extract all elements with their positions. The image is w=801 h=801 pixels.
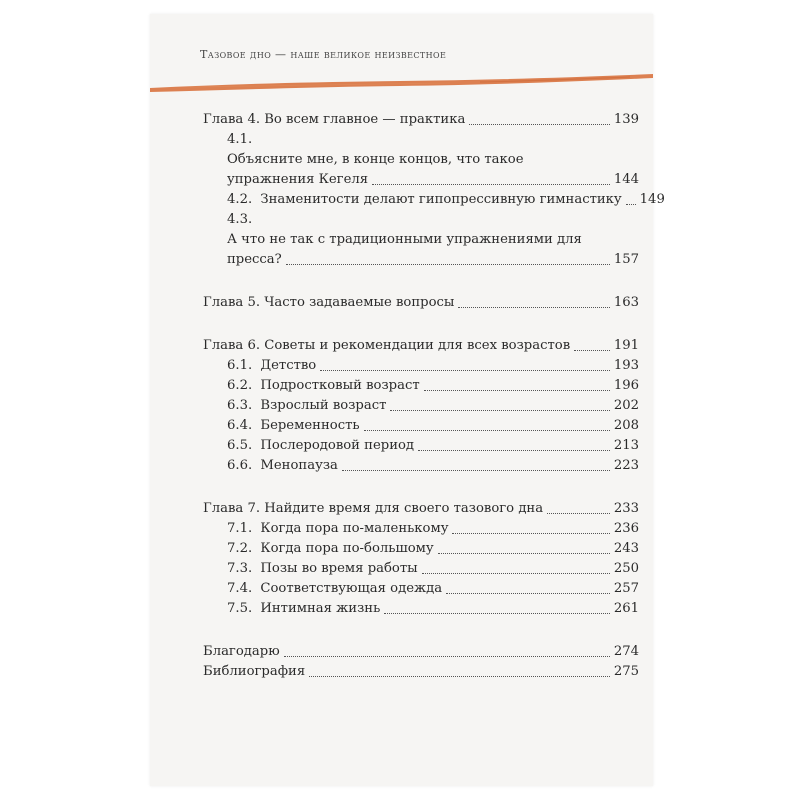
toc-entry-4-2[interactable] (203, 190, 665, 210)
toc-label: Соответствующая одежда (260, 581, 443, 596)
toc-entry-7-4[interactable] (203, 579, 639, 599)
toc-entry-7-5[interactable] (203, 599, 639, 619)
leader-dots (446, 593, 610, 594)
brush-stroke-decoration (150, 70, 653, 96)
toc-label: Интимная жизнь (260, 601, 381, 616)
toc-page-number: 236 (613, 521, 639, 536)
toc-page-number: 213 (613, 438, 639, 453)
toc-number: 7.1. (227, 521, 253, 536)
leader-dots (286, 264, 610, 265)
toc-label: Позы во время работы (260, 561, 418, 576)
leader-dots (320, 370, 610, 371)
toc-number: 6.5. (227, 438, 253, 453)
toc-label: Менопауза (260, 458, 338, 473)
toc-entry-7-3[interactable] (203, 559, 639, 579)
toc-page-number: 275 (613, 664, 639, 679)
leader-dots (452, 533, 609, 534)
toc-entry-7-2[interactable] (203, 539, 639, 559)
toc-entry-6-4[interactable] (203, 416, 639, 436)
book-page (150, 14, 665, 786)
leader-dots (418, 450, 610, 451)
spacer (203, 270, 639, 293)
toc-number: 4.1. (227, 132, 253, 147)
toc-page-number: 139 (613, 112, 639, 127)
toc-entry-6-5[interactable] (203, 436, 639, 456)
leader-dots (309, 676, 610, 677)
toc-label: Беременность (260, 418, 360, 433)
toc-page-number: 149 (639, 192, 665, 207)
leader-dots (284, 656, 610, 657)
toc-label: Когда пора по-маленькому (260, 521, 449, 536)
table-of-contents (203, 110, 665, 682)
spacer (203, 476, 639, 499)
leader-dots (438, 553, 610, 554)
leader-dots (390, 410, 609, 411)
toc-label-line-1: А что не так с традиционными упражнениями для (227, 232, 582, 247)
toc-label: Знаменитости делают гипопрессивную гимнастику (260, 192, 622, 207)
running-head: Тазовое дно — наше великое неизвестное (200, 48, 447, 61)
toc-entry-4-3[interactable] (203, 210, 639, 270)
toc-page-number: 193 (613, 358, 639, 373)
leader-dots (372, 184, 610, 185)
toc-page-number: 250 (613, 561, 639, 576)
toc-number: 7.2. (227, 541, 253, 556)
toc-label: Библиография (203, 664, 306, 679)
toc-label: Взрослый возраст (260, 398, 387, 413)
leader-dots (424, 390, 610, 391)
toc-label: Подростковый возраст (260, 378, 420, 393)
toc-label: Глава 7. Найдите время для своего тазового дна (203, 501, 544, 516)
toc-number: 6.6. (227, 458, 253, 473)
toc-label-line-2: пресса? (227, 252, 282, 267)
leader-dots (458, 307, 609, 308)
spacer (203, 619, 639, 642)
toc-entry-6-2[interactable] (203, 376, 639, 396)
leader-dots (342, 470, 610, 471)
toc-page-number: 202 (613, 398, 639, 413)
toc-entry-chapter-4[interactable] (203, 110, 639, 130)
toc-entry-chapter-5[interactable] (203, 293, 639, 313)
toc-label: Глава 4. Во всем главное — практика (203, 112, 466, 127)
toc-label: Когда пора по-большому (260, 541, 434, 556)
toc-number: 6.3. (227, 398, 253, 413)
toc-label: Послеродовой период (260, 438, 415, 453)
toc-number: 7.5. (227, 601, 253, 616)
toc-page-number: 243 (613, 541, 639, 556)
leader-dots (469, 124, 610, 125)
toc-number: 6.2. (227, 378, 253, 393)
toc-entry-4-1[interactable] (203, 130, 639, 190)
toc-number: 7.3. (227, 561, 253, 576)
toc-entry-acknowledgements[interactable] (203, 642, 639, 662)
toc-entry-6-6[interactable] (203, 456, 639, 476)
leader-dots (422, 573, 610, 574)
toc-entry-chapter-6[interactable] (203, 336, 639, 356)
toc-page-number: 196 (613, 378, 639, 393)
spacer (203, 313, 639, 336)
leader-dots (364, 430, 610, 431)
toc-label-line-1: Объясните мне, в конце концов, что такое (227, 152, 524, 167)
toc-number: 4.3. (227, 212, 253, 227)
toc-label: Благодарю (203, 644, 280, 659)
toc-number: 4.2. (227, 192, 253, 207)
leader-dots (384, 613, 610, 614)
toc-number: 6.1. (227, 358, 253, 373)
toc-number: 7.4. (227, 581, 253, 596)
toc-page-number: 208 (613, 418, 639, 433)
toc-page-number: 157 (613, 252, 639, 267)
toc-page-number: 191 (613, 338, 639, 353)
toc-label: Глава 6. Советы и рекомендации для всех возрастов (203, 338, 571, 353)
leader-dots (547, 513, 610, 514)
toc-page-number: 163 (613, 295, 639, 310)
toc-page-number: 257 (613, 581, 639, 596)
toc-entry-6-3[interactable] (203, 396, 639, 416)
toc-entry-bibliography[interactable] (203, 662, 639, 682)
toc-entry-7-1[interactable] (203, 519, 639, 539)
toc-label: Детство (260, 358, 317, 373)
toc-page-number: 144 (613, 172, 639, 187)
toc-entry-6-1[interactable] (203, 356, 639, 376)
leader-dots (574, 350, 610, 351)
toc-page-number: 233 (613, 501, 639, 516)
toc-page-number: 261 (613, 601, 639, 616)
toc-label: Глава 5. Часто задаваемые вопросы (203, 295, 455, 310)
leader-dots (626, 204, 636, 205)
toc-page-number: 223 (613, 458, 639, 473)
toc-number: 6.4. (227, 418, 253, 433)
toc-entry-chapter-7[interactable] (203, 499, 639, 519)
toc-page-number: 274 (613, 644, 639, 659)
toc-label-line-2: упражнения Кегеля (227, 172, 369, 187)
